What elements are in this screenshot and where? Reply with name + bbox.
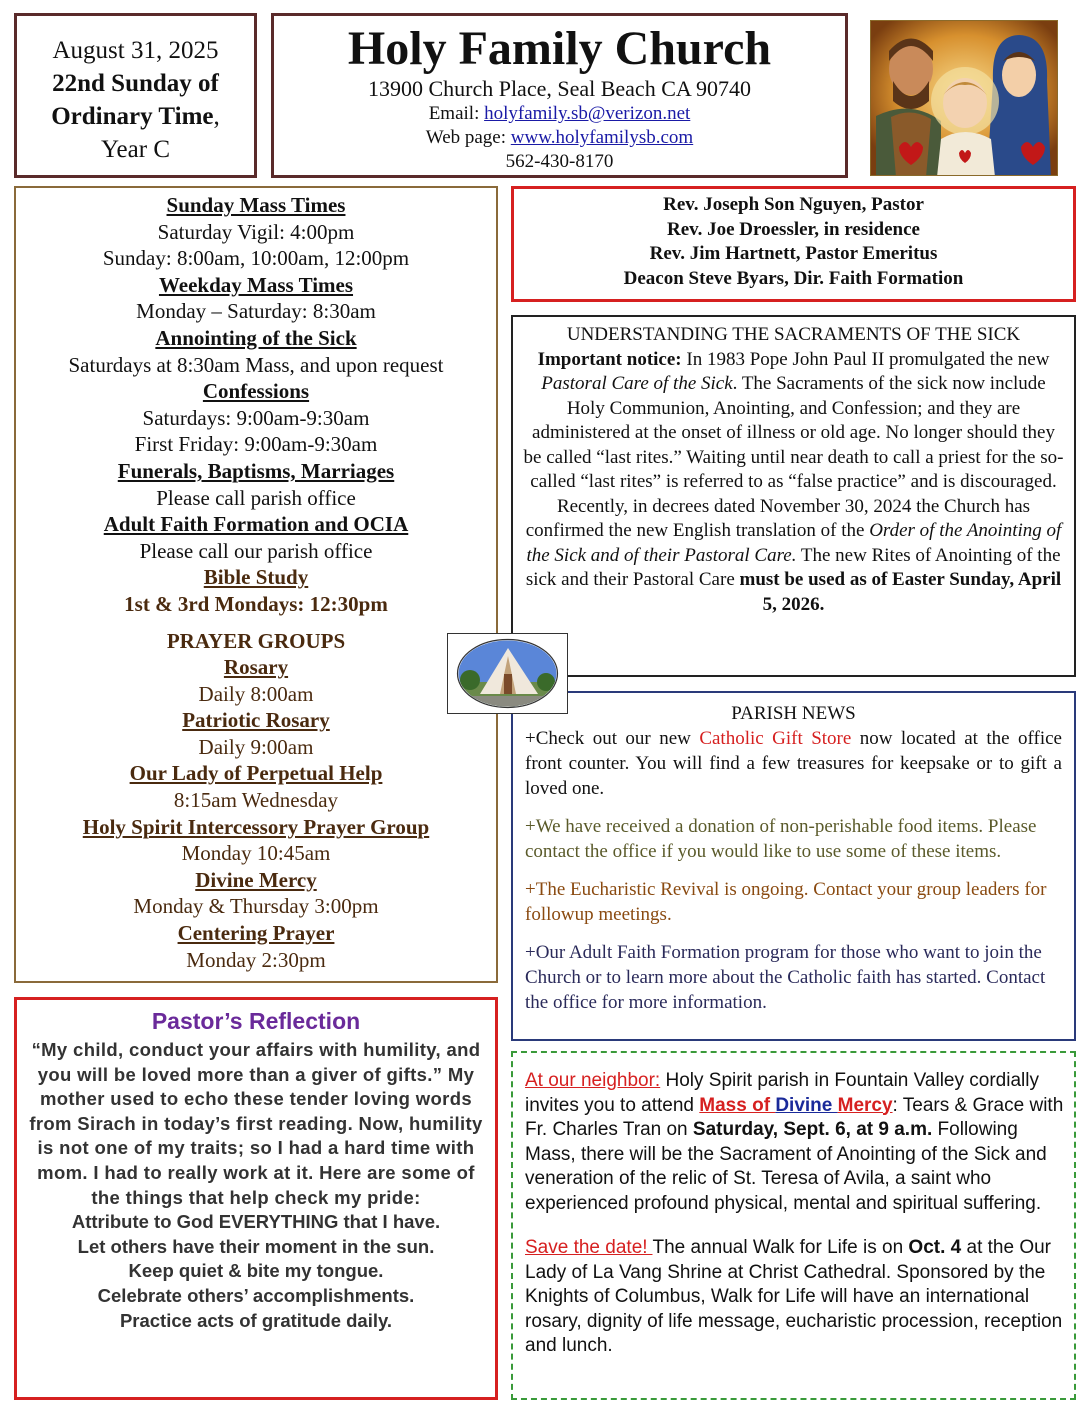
clergy-in-residence: Rev. Joe Droessler, in residence	[667, 218, 920, 240]
email-line	[274, 102, 845, 126]
web-link[interactable]: www.holyfamilysb.com	[510, 127, 694, 148]
church-photo	[447, 633, 568, 714]
mass-of-text: Mass of	[699, 1094, 776, 1116]
prayer-groups-heading: PRAYER GROUPS	[166, 628, 346, 653]
event-text: Holy Spirit parish in Fountain Valley cordially invites you to attend	[525, 1070, 1039, 1116]
prayer-group-name: Divine Mercy	[195, 867, 317, 892]
holy-family-icon	[871, 21, 1058, 176]
sacraments-text: . The Sacraments of the sick now include Holy Communion, Anointing, and Confession; and they are administered at the onset of illness or old age. No longer should they be called “last rites.” Waiting until near death to call a priest for the so-called “last rites” is referred to as “false practice” and is discouraged.	[523, 373, 1064, 492]
sacraments-paragraph-1	[521, 348, 1066, 495]
confessions-saturday: Saturdays: 9:00am-9:30am	[142, 405, 370, 430]
neighbor-event	[525, 1069, 1064, 1216]
saturday-vigil: Saturday Vigil: 4:00pm	[157, 219, 355, 244]
anointing-heading: Annointing of the Sick	[155, 325, 357, 350]
pastoral-care-title: Pastoral Care of the Sick	[541, 373, 733, 394]
reflection-point: Let others have their moment in the sun.	[77, 1235, 435, 1257]
prayer-group-name: Our Lady of Perpetual Help	[129, 761, 383, 786]
neighbor-date: Saturday, Sept. 6, at 9 a.m.	[692, 1119, 933, 1140]
confessions-friday: First Friday: 9:00am-9:30am	[134, 432, 378, 457]
news-item	[525, 726, 1062, 801]
church-name: Holy Family Church	[347, 22, 772, 75]
adult-formation-text: Please call our parish office	[139, 538, 373, 563]
mass-times-panel	[14, 186, 498, 983]
news-text: now located at the office front counter. You will find a few treasures for keepsake or to gift a loved one.	[525, 728, 1062, 799]
sunday-times: Sunday: 8:00am, 10:00am, 12:00pm	[102, 246, 410, 271]
liturgical-sunday: 22nd Sunday of	[52, 70, 219, 97]
anointing-times: Saturdays at 8:30am Mass, and upon request	[68, 352, 444, 377]
sacraments-text: Recently, in decrees dated November 30, 2024 the Church has confirmed the new English translation of the	[525, 495, 1031, 541]
web-label: Web page:	[425, 127, 511, 148]
bible-study-time: 1st & 3rd Mondays: 12:30pm	[124, 591, 388, 616]
pastor-reflection-panel	[14, 997, 498, 1400]
prayer-group-time: 8:15am Wednesday	[173, 788, 339, 813]
prayer-group-time: Monday & Thursday 3:00pm	[133, 894, 379, 919]
sunday-mass-heading: Sunday Mass Times	[166, 193, 346, 217]
event-text: Following Mass, there will be the Sacrament of Anointing of the Sick and veneration of the relic of St. Teresa of Avila, a saint who experienced profound physical, mental and spiritual suffering.	[525, 1119, 1047, 1214]
confessions-heading: Confessions	[202, 379, 310, 404]
reflection-body: “My child, conduct your affairs with humility, and you will be loved more than a giver of gifts.” My mother used to echo these tender loving words from Sirach in today’s first reading. Now, humility is not one of my traits; so I had a hard time with mom. I had to really work at it. Here are some of the things that help check my pride:	[29, 1039, 483, 1208]
gift-store-link: Catholic Gift Store	[699, 728, 852, 749]
sacraments-panel	[511, 315, 1076, 677]
reflection-point: Attribute to God EVERYTHING that I have.	[71, 1211, 441, 1233]
notice-label: Important notice:	[537, 348, 682, 370]
reflection-point: Keep quiet & bite my tongue.	[128, 1260, 384, 1282]
mercy-text: Mercy	[837, 1094, 893, 1116]
event-text: : Tears & Grace with Fr. Charles Tran on	[525, 1094, 1064, 1140]
events-panel	[511, 1051, 1076, 1400]
church-header	[271, 13, 848, 178]
news-item: +The Eucharistic Revival is ongoing. Contact your group leaders for followup meetings.	[525, 879, 1047, 925]
clergy-panel	[511, 186, 1076, 302]
weekday-times: Monday – Saturday: 8:30am	[136, 299, 376, 324]
news-item: +Our Adult Faith Formation program for those who want to join the Church or to learn more about the Catholic faith has started. Contact the office for more information.	[525, 942, 1046, 1013]
weekday-mass-heading: Weekday Mass Times	[158, 272, 354, 297]
bible-study-heading: Bible Study	[203, 565, 309, 590]
clergy-pastor: Rev. Joseph Son Nguyen, Pastor	[663, 194, 924, 215]
easter-deadline: must be used as of Easter Sunday, April 5, 2026.	[739, 569, 1062, 615]
divine-text: Divine	[775, 1094, 838, 1116]
reflection-point: Celebrate others’ accomplishments.	[97, 1284, 415, 1306]
funerals-heading: Funerals, Baptisms, Marriages	[117, 458, 395, 483]
order-of-anointing-title: Order of the Anointing of the Sick and of their Pastoral Care.	[526, 520, 1062, 566]
email-label: Email:	[428, 103, 485, 124]
email-link[interactable]: holyfamily.sb@verizon.net	[484, 103, 691, 124]
event-text: The annual Walk for Life is on	[652, 1237, 909, 1258]
holy-family-image	[870, 20, 1058, 176]
ordinary-time: Ordinary Time	[51, 103, 214, 130]
clergy-deacon: Deacon Steve Byars, Dir. Faith Formation	[623, 267, 964, 289]
event-text: at the Our Lady of La Vang Shrine at Christ Cathedral. Sponsored by the Knights of Columbus, Walk for Life will have an international rosary, dignity of life message, eucharistic procession, reception and lunch.	[525, 1237, 1063, 1356]
date-box	[14, 13, 257, 178]
prayer-group-name: Rosary	[223, 655, 289, 680]
save-the-date-label: Save the date!	[525, 1237, 653, 1258]
church-address: 13900 Church Place, Seal Beach CA 90740	[367, 76, 752, 101]
prayer-group-time: Monday 2:30pm	[186, 947, 326, 972]
sacraments-title: UNDERSTANDING THE SACRAMENTS OF THE SICK	[566, 324, 1021, 345]
neighbor-label: At our neighbor:	[525, 1070, 661, 1091]
news-item: +We have received a donation of non-perishable food items. Please contact the office if you would like to use some of these items.	[525, 816, 1037, 862]
news-text: +Check out our new	[525, 728, 700, 749]
sacraments-paragraph-2	[521, 495, 1066, 618]
prayer-group-name: Patriotic Rosary	[182, 708, 330, 733]
prayer-group-time: Daily 8:00am	[198, 681, 314, 706]
funerals-text: Please call parish office	[156, 485, 356, 510]
prayer-group-name: Centering Prayer	[177, 921, 335, 946]
reflection-point: Practice acts of gratitude daily.	[119, 1309, 393, 1331]
liturgical-year: Year C	[101, 136, 170, 163]
parish-news-panel	[511, 691, 1076, 1041]
sacraments-text: In 1983 Pope John Paul II promulgated the new	[681, 348, 1050, 370]
ordinary-time-line	[17, 100, 254, 133]
bulletin-date: August 31, 2025	[52, 37, 219, 64]
walk-for-life-event	[525, 1236, 1064, 1359]
walk-date: Oct. 4	[908, 1237, 962, 1258]
parish-news-title: PARISH NEWS	[731, 703, 856, 724]
prayer-group-time: Monday 10:45am	[181, 841, 331, 866]
reflection-title: Pastor’s Reflection	[151, 1008, 361, 1034]
sacraments-text: The new Rites of Anointing of the sick and their Pastoral Care	[525, 544, 1061, 590]
prayer-group-time: Daily 9:00am	[198, 734, 314, 759]
comma: ,	[213, 103, 220, 130]
church-building-icon	[448, 634, 567, 713]
adult-formation-heading: Adult Faith Formation and OCIA	[103, 512, 409, 537]
prayer-group-name: Holy Spirit Intercessory Prayer Group	[82, 814, 430, 839]
phone-number: 562-430-8170	[505, 151, 614, 172]
clergy-emeritus: Rev. Jim Hartnett, Pastor Emeritus	[649, 243, 938, 264]
web-line	[274, 126, 845, 150]
